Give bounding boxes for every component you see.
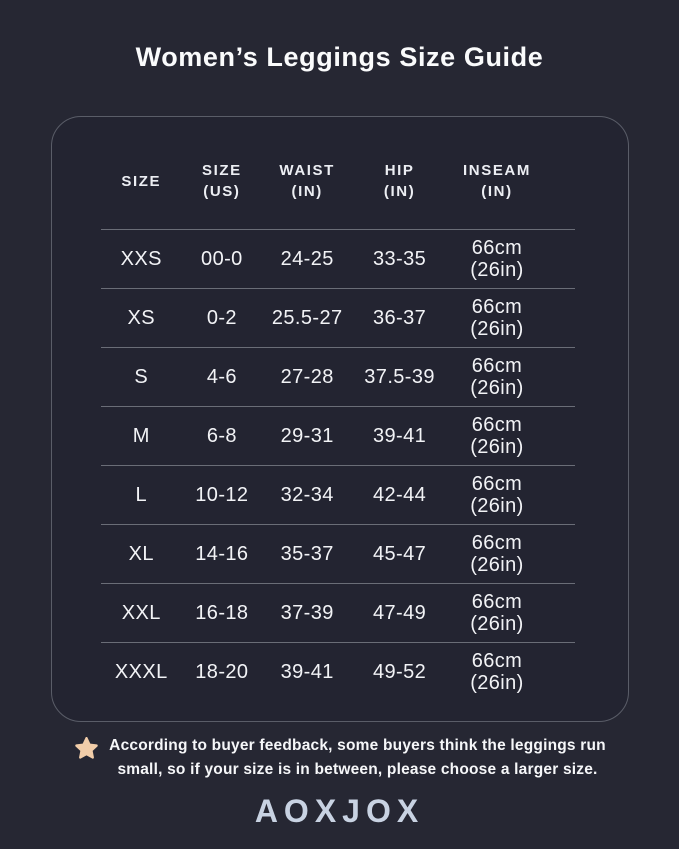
- row-divider: [101, 406, 575, 407]
- cell-hip: 33-35: [373, 247, 427, 270]
- cell-inseam: 66cm (26in): [470, 591, 524, 635]
- cell-size-us: 16-18: [195, 601, 249, 624]
- cell-size: XXS: [120, 247, 162, 270]
- footnote: [0, 734, 679, 783]
- table-row: [101, 230, 575, 288]
- cell-size: XS: [127, 306, 156, 329]
- row-divider: [101, 347, 575, 348]
- cell-size-us: 6-8: [206, 424, 237, 447]
- table-row: [101, 289, 575, 347]
- cell-waist: 35-37: [280, 542, 334, 565]
- table-row: [101, 348, 575, 406]
- footnote-line-2: small, so if your size is in between, please choose a larger size.: [117, 761, 598, 779]
- cell-size: M: [132, 424, 150, 447]
- cell-inseam: 66cm (26in): [470, 414, 524, 458]
- cell-size: XL: [128, 542, 154, 565]
- brand-logo: AOXJOX: [254, 793, 425, 829]
- cell-size-us: 10-12: [195, 483, 249, 506]
- header-hip: HIP (IN): [383, 162, 416, 200]
- cell-inseam: 66cm (26in): [470, 355, 524, 399]
- cell-waist: 32-34: [280, 483, 334, 506]
- header-inseam: INSEAM (IN): [463, 162, 531, 200]
- cell-waist: 29-31: [280, 424, 334, 447]
- cell-hip: 37.5-39: [364, 365, 435, 388]
- size-table-panel: [51, 116, 629, 722]
- cell-waist: 37-39: [280, 601, 334, 624]
- cell-size: XXXL: [114, 660, 168, 683]
- cell-size-us: 18-20: [195, 660, 249, 683]
- cell-size-us: 00-0: [201, 247, 243, 270]
- cell-waist: 27-28: [280, 365, 334, 388]
- row-divider: [101, 524, 575, 525]
- header-size: SIZE: [121, 172, 162, 190]
- cell-hip: 36-37: [373, 306, 427, 329]
- table-row: [101, 525, 575, 583]
- cell-hip: 45-47: [373, 542, 427, 565]
- cell-size: XXL: [121, 601, 161, 624]
- table-row: [101, 643, 575, 701]
- cell-waist: 39-41: [280, 660, 334, 683]
- cell-hip: 39-41: [373, 424, 427, 447]
- cell-size-us: 0-2: [206, 306, 237, 329]
- row-divider: [101, 642, 575, 643]
- row-divider: [101, 229, 575, 230]
- row-divider: [101, 465, 575, 466]
- cell-size: S: [134, 365, 149, 388]
- cell-waist: 25.5-27: [271, 306, 343, 329]
- table-row: [101, 466, 575, 524]
- footnote-line-1: According to buyer feedback, some buyers think the leggings run: [109, 737, 606, 754]
- cell-inseam: 66cm (26in): [470, 237, 524, 281]
- table-row: [101, 407, 575, 465]
- cell-inseam: 66cm (26in): [470, 296, 524, 340]
- cell-size: L: [135, 483, 148, 506]
- header-waist: WAIST (IN): [279, 162, 335, 200]
- row-divider: [101, 288, 575, 289]
- table-row: [101, 584, 575, 642]
- cell-hip: 47-49: [373, 601, 427, 624]
- cell-hip: 42-44: [373, 483, 427, 506]
- cell-inseam: 66cm (26in): [470, 473, 524, 517]
- page-title: Women’s Leggings Size Guide: [135, 42, 544, 72]
- cell-inseam: 66cm (26in): [470, 532, 524, 576]
- header-size-us: SIZE (US): [201, 162, 242, 200]
- footnote-text: [109, 734, 606, 783]
- table-header-row: [101, 117, 575, 229]
- cell-waist: 24-25: [280, 247, 334, 270]
- row-divider: [101, 583, 575, 584]
- star-icon: [73, 735, 100, 762]
- cell-inseam: 66cm (26in): [470, 650, 524, 694]
- cell-size-us: 14-16: [195, 542, 249, 565]
- cell-hip: 49-52: [373, 660, 427, 683]
- cell-size-us: 4-6: [206, 365, 237, 388]
